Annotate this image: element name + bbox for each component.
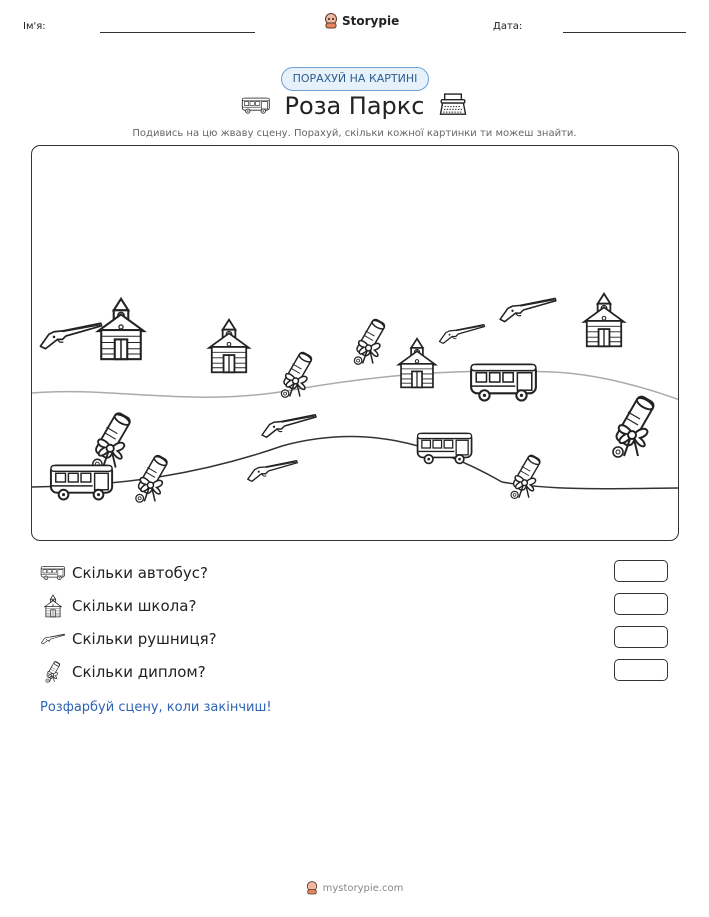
brand-name: Storypie bbox=[342, 14, 400, 28]
bus-icon bbox=[471, 365, 536, 401]
question-row-diploma bbox=[40, 660, 206, 684]
rifle-icon bbox=[40, 323, 101, 349]
name-label: Ім'я: bbox=[23, 21, 46, 32]
diploma-icon bbox=[136, 454, 169, 502]
question-row-bus bbox=[40, 561, 208, 585]
brand-logo bbox=[324, 13, 399, 29]
diploma-icon bbox=[613, 395, 655, 457]
question-text: Скільки диплом? bbox=[72, 663, 206, 681]
answer-box-rifle[interactable] bbox=[614, 626, 668, 648]
date-field[interactable] bbox=[563, 32, 686, 33]
count-badge: ПОРАХУЙ НА КАРТИНІ bbox=[281, 67, 429, 91]
footer-url[interactable]: mystorypie.com bbox=[322, 882, 404, 894]
rifle-icon bbox=[248, 461, 298, 482]
color-instruction: Розфарбуй сцену, коли закінчиш! bbox=[40, 700, 272, 715]
page-subtitle: Подивись на цю жваву сцену. Порахуй, скільки кожної картинки ти можеш знайти. bbox=[132, 128, 577, 139]
school-icon bbox=[98, 299, 144, 359]
counting-scene bbox=[31, 145, 679, 541]
school-icon bbox=[209, 320, 249, 373]
question-text: Скільки рушниця? bbox=[72, 630, 217, 648]
diploma-icon bbox=[354, 318, 385, 364]
school-icon bbox=[584, 294, 624, 347]
school-icon bbox=[399, 339, 436, 388]
rifle-icon bbox=[440, 325, 485, 344]
bus-icon bbox=[51, 465, 112, 499]
name-field[interactable] bbox=[100, 32, 255, 33]
question-row-rifle bbox=[40, 627, 217, 651]
storypie-mascot-icon bbox=[324, 13, 338, 29]
answer-box-diploma[interactable] bbox=[614, 659, 668, 681]
answer-box-bus[interactable] bbox=[614, 560, 668, 582]
answer-box-school[interactable] bbox=[614, 593, 668, 615]
question-text: Скільки школа? bbox=[72, 597, 197, 615]
question-row-school bbox=[40, 594, 196, 618]
diploma-icon bbox=[511, 454, 541, 498]
storypie-mascot-icon bbox=[306, 881, 318, 895]
school-icon bbox=[40, 594, 66, 618]
date-label: Дата: bbox=[493, 21, 523, 32]
diploma-icon bbox=[40, 660, 66, 684]
hill-line-front bbox=[32, 437, 679, 489]
bus-icon bbox=[418, 433, 472, 463]
question-text: Скільки автобус? bbox=[72, 564, 208, 582]
hill-line-back bbox=[32, 371, 679, 400]
diploma-icon bbox=[93, 412, 132, 469]
rifle-icon bbox=[262, 415, 316, 438]
typewriter-icon bbox=[439, 92, 467, 117]
rifle-icon bbox=[500, 298, 556, 321]
diploma-icon bbox=[281, 351, 312, 397]
rifle-icon bbox=[40, 631, 66, 647]
footer bbox=[0, 881, 709, 895]
page-title: Роза Паркс bbox=[284, 92, 425, 120]
bus-icon bbox=[40, 564, 66, 582]
